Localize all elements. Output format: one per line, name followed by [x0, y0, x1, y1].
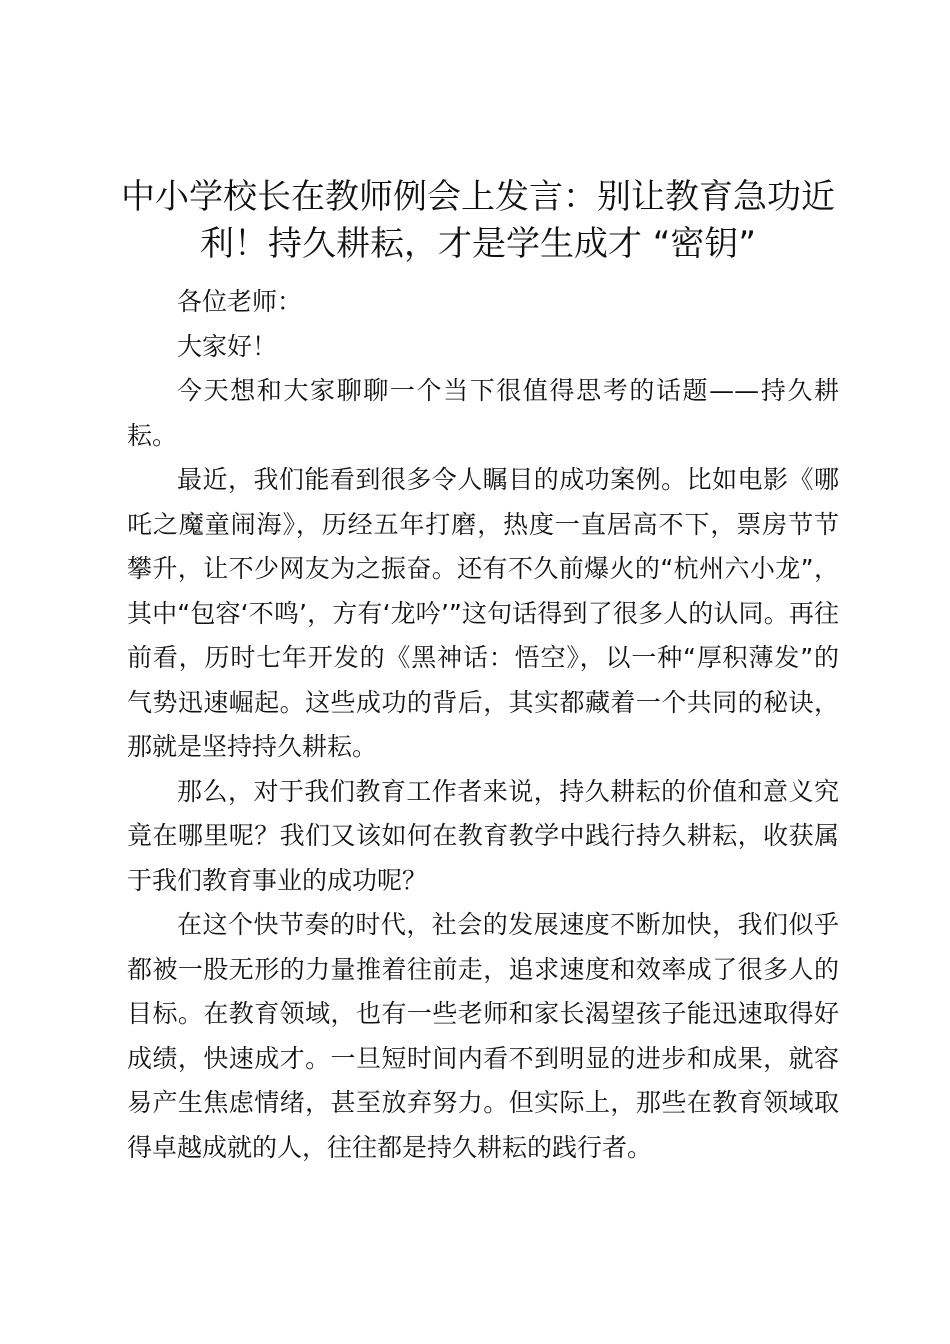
- paragraph-question: 那么，对于我们教育工作者来说，持久耕耘的价值和意义究竟在哪里呢？我们又该如何在教育教学中践行持久耕耘，收获属于我们教育事业的成功呢？: [127, 776, 839, 895]
- salutation: 各位老师：: [177, 287, 303, 316]
- paragraph-era: 在这个快节奏的时代，社会的发展速度不断加快，我们似乎都被一股无形的力量推着往前走，追求速度和效率成了很多人的目标。在教育领域，也有一些老师和家长渴望孩子能迅速取得好成绩，快速成才。一旦短时间内看不到明显的进步和成果，就容易产生焦虑情绪，甚至放弃努力。但实际上，那些在教育领域取得卓越成就的人，往往都是持久耕耘的践行者。: [127, 910, 839, 1162]
- greeting: 大家好！: [177, 331, 278, 361]
- document-body: [127, 280, 839, 1170]
- paragraph-examples: 最近，我们能看到很多令人瞩目的成功案例。比如电影《哪吒之魔童闹海》，历经五年打磨，热度一直居高不下，票房节节攀升，让不少网友为之振奋。还有不久前爆火的“杭州六小龙”，其中“包容‘不鸣’，方有‘龙吟’”这句话得到了很多人的认同。再往前看，历时七年开发的《黑神话：悟空》，以一种“厚积薄发”的气势迅速崛起。这些成功的背后，其实都藏着一个共同的秘诀，那就是坚持持久耕耘。: [127, 465, 839, 761]
- paragraph-intro: 今天想和大家聊聊一个当下很值得思考的话题——持久耕耘。: [127, 376, 839, 450]
- document-title: 中小学校长在教师例会上发言：别让教育急功近利！持久耕耘，才是学生成才 “密钥”: [121, 177, 835, 264]
